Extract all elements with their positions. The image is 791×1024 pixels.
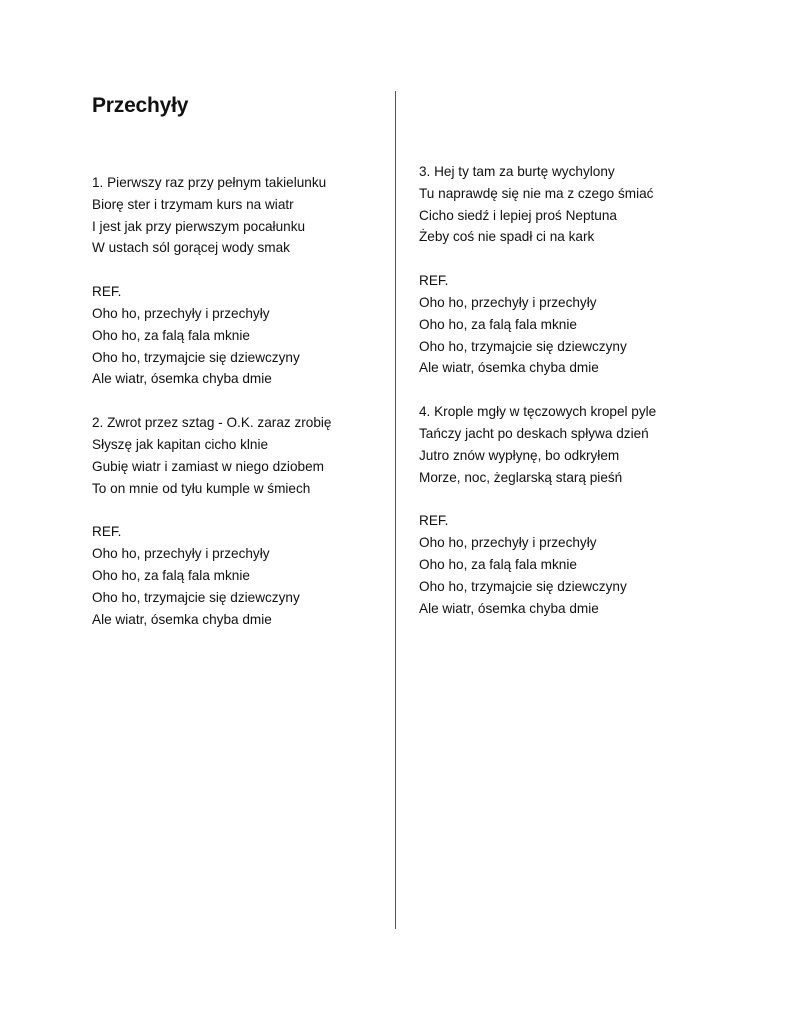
refrain-1 [92,281,377,390]
column-divider [395,91,396,929]
lyric-line: Oho ho, przechyły i przechyły [92,305,270,321]
verse-1 [92,172,377,259]
lyric-line: Słyszę jak kapitan cicho klnie [92,436,269,452]
lyric-line: 1. Pierwszy raz przy pełnym takielunku [92,175,327,190]
verse-3 [419,161,704,248]
lyric-line: To on mnie od tyłu kumple w śmiech [92,480,311,496]
lyric-line: Oho ho, trzymajcie się dziewczyny [92,589,300,605]
lyric-line: Oho ho, przechyły i przechyły [92,546,270,562]
refrain-2 [92,521,377,630]
lyric-line: 2. Zwrot przez sztag - O.K. zaraz zrobię [92,415,332,431]
verse-4 [419,401,704,488]
lyric-line: Jutro znów wypłynę, bo odkryłem [419,447,620,463]
song-title: Przechyły [92,94,189,117]
lyric-line: Oho ho, trzymajcie się dziewczyny [419,578,627,594]
lyric-line: Oho ho, przechyły i przechyły [419,535,597,551]
lyric-line: Oho ho, za falą fala mknie [419,556,577,572]
lyric-line: Ale wiatr, ósemka chyba dmie [419,600,599,616]
lyric-line: Żeby coś nie spadł ci na kark [419,229,595,245]
refrain-3 [419,270,704,379]
lyric-line: Oho ho, trzymajcie się dziewczyny [92,349,300,365]
left-column [92,172,377,652]
lyric-line: Biorę ster i trzymam kurs na wiatr [92,196,294,212]
refrain-4 [419,510,704,619]
lyric-line: I jest jak przy pierwszym pocałunku [92,218,306,234]
lyric-line: W ustach sól gorącej wody smak [92,240,290,256]
lyric-line: Oho ho, za falą fala mknie [92,327,250,343]
lyric-line: Tańczy jacht po deskach spływa dzień [419,425,649,441]
lyric-line: Cicho siedź i lepiej proś Neptuna [419,207,617,223]
right-column [419,161,704,641]
refrain-label: REF. [419,273,449,289]
lyric-line: 3. Hej ty tam za burtę wychylony [419,164,615,179]
lyric-line: Tu naprawdę się nie ma z czego śmiać [419,185,654,201]
lyric-line: 4. Krople mgły w tęczowych kropel pyle [419,404,657,420]
lyric-line: Oho ho, za falą fala mknie [92,567,250,583]
lyric-line: Ale wiatr, ósemka chyba dmie [92,371,272,387]
lyric-line: Oho ho, za falą fala mknie [419,316,577,332]
lyric-line: Gubię wiatr i zamiast w niego dziobem [92,458,324,474]
verse-2 [92,412,377,499]
refrain-label: REF. [92,524,122,540]
refrain-label: REF. [419,513,449,529]
refrain-label: REF. [92,284,122,300]
lyric-line: Oho ho, trzymajcie się dziewczyny [419,338,627,354]
lyric-line: Oho ho, przechyły i przechyły [419,294,597,310]
lyric-line: Morze, noc, żeglarską starą pieśń [419,469,623,485]
lyric-line: Ale wiatr, ósemka chyba dmie [92,611,272,627]
lyric-line: Ale wiatr, ósemka chyba dmie [419,360,599,376]
